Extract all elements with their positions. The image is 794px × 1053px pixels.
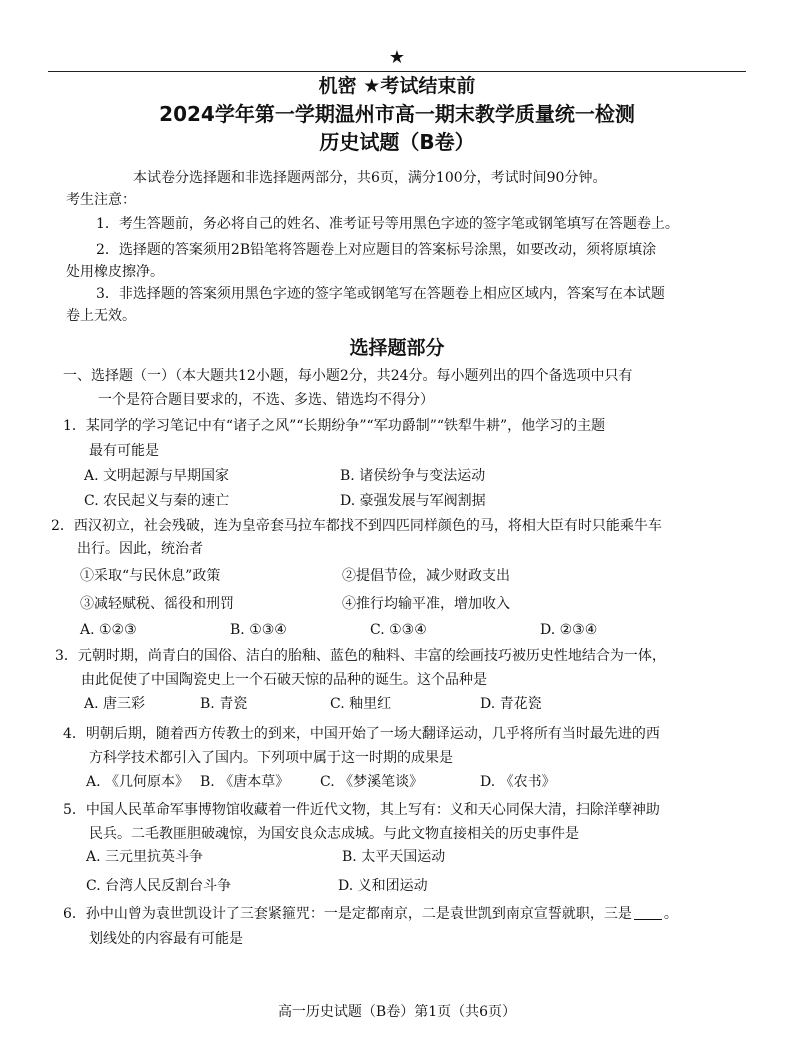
q2-statement-2: ②提倡节俭，减少财政支出 xyxy=(342,568,510,584)
q1-option-d: D. 豪强发展与军阀割据 xyxy=(340,493,486,509)
q5-option-a: A. 三元里抗英斗争 xyxy=(86,849,204,865)
q4-stem-line1: 4．明朝后期，随着西方传教士的到来，中国开始了一场大翻译运动，几乎将所有当时最先进的西 xyxy=(63,726,660,742)
q2-stem-line2: 出行。因此，统治者 xyxy=(77,541,203,557)
q6-stem-line1 xyxy=(63,904,678,924)
q3-stem-line1: 3．元朝时期，尚青白的国俗、洁白的胎釉、蓝色的釉料、丰富的绘画技巧被历史性地结合为一体， xyxy=(55,648,666,664)
q6-stem-end: 。 xyxy=(663,906,678,922)
q5-stem-line2: 民兵。二毛教匪胆破魂惊，为国安良众志成城。与此文物直接相关的历史事件是 xyxy=(89,826,579,842)
header-rule xyxy=(48,71,746,72)
q4-option-a: A. 《几何原本》 xyxy=(86,774,190,790)
q6-stem-line2: 划线处的内容最有可能是 xyxy=(89,931,243,947)
q4-option-b: B. 《唐本草》 xyxy=(200,774,290,790)
intro-text: 本试卷分选择题和非选择题两部分，共6页，满分100分，考试时间90分钟。 xyxy=(133,170,607,186)
section-title: 选择题部分 xyxy=(349,337,445,359)
q5-stem-line1: 5．中国人民革命军事博物馆收藏着一件近代文物，其上写有：义和天心同保大清，扫除洋孽神助 xyxy=(63,802,660,818)
q5-option-d: D. 义和团运动 xyxy=(338,878,428,894)
q2-option-d: D. ②③④ xyxy=(540,622,598,638)
q6-stem-text: 6．孙中山曾为袁世凯设计了三套紧箍咒：一是定都南京，二是袁世凯到南京宣誓就职，三是 xyxy=(63,906,632,922)
q5-option-b: B. 太平天国运动 xyxy=(342,849,446,865)
notice-item-2-line1: 2．选择题的答案须用2B铅笔将答题卷上对应题目的答案标号涂黑，如要改动，须将原填涂 xyxy=(96,242,657,258)
notice-item-1: 1．考生答题前，务必将自己的姓名、准考证号等用黑色字迹的签字笔或钢笔填写在答题卷上。 xyxy=(96,216,679,232)
q1-stem-line1: 1．某同学的学习笔记中有“诸子之风”“长期纷争”“军功爵制”“铁犁牛耕”，他学习的主题 xyxy=(63,418,606,434)
secret-label: 机密 ★考试结束前 xyxy=(318,75,476,97)
q3-option-a: A. 唐三彩 xyxy=(84,696,146,712)
exam-title: 2024学年第一学期温州市高一期末教学质量统一检测 xyxy=(159,102,635,126)
q4-option-d: D. 《农书》 xyxy=(480,774,556,790)
q3-stem-line2: 由此促使了中国陶瓷史上一个石破天惊的品种的诞生。这个品种是 xyxy=(81,672,487,688)
q3-option-b: B. 青瓷 xyxy=(200,696,248,712)
q2-statement-3: ③减轻赋税、徭役和刑罚 xyxy=(80,596,234,612)
q4-stem-line2: 方科学技术都引入了国内。下列项中属于这一时期的成果是 xyxy=(89,750,453,766)
q3-option-d: D. 青花瓷 xyxy=(480,696,542,712)
q1-option-b: B. 诸侯纷争与变法运动 xyxy=(340,468,486,484)
q2-option-a: A. ①②③ xyxy=(80,622,137,638)
notice-heading: 考生注意： xyxy=(66,192,136,208)
q1-option-a: A. 文明起源与早期国家 xyxy=(84,468,230,484)
q1-option-c: C. 农民起义与秦的速亡 xyxy=(84,493,230,509)
q2-option-b: B. ①③④ xyxy=(230,622,287,638)
q2-stem-line1: 2．西汉初立，社会残破，连为皇帝套马拉车都找不到四匹同样颜色的马，将相大臣有时只能乘牛车 xyxy=(51,518,662,534)
q2-option-c: C. ①③④ xyxy=(370,622,427,638)
q5-option-c: C. 台湾人民反割台斗争 xyxy=(86,878,232,894)
part-one-line1: 一、选择题（一）（本大题共12小题，每小题2分，共24分。每小题列出的四个备选项中只有 xyxy=(63,368,633,384)
q6-blank xyxy=(634,905,662,920)
page-footer: 高一历史试题（B卷）第1页（共6页） xyxy=(277,1004,517,1020)
subject-title: 历史试题（B卷） xyxy=(319,130,475,154)
q4-option-c: C. 《梦溪笔谈》 xyxy=(320,774,424,790)
q2-statement-4: ④推行均输平准，增加收入 xyxy=(342,596,510,612)
q1-stem-line2: 最有可能是 xyxy=(89,443,159,459)
notice-item-3-line2: 卷上无效。 xyxy=(66,308,136,324)
part-one-line2: 一个是符合题目要求的，不选、多选、错选均不得分） xyxy=(98,392,434,408)
notice-item-3-line1: 3．非选择题的答案须用黑色字迹的签字笔或钢笔写在答题卷上相应区域内，答案写在本试题 xyxy=(96,286,665,302)
q2-statement-1: ①采取“与民休息”政策 xyxy=(80,568,221,584)
star-mark: ★ xyxy=(388,47,406,68)
q3-option-c: C. 釉里红 xyxy=(330,696,392,712)
notice-item-2-line2: 处用橡皮擦净。 xyxy=(66,264,164,280)
